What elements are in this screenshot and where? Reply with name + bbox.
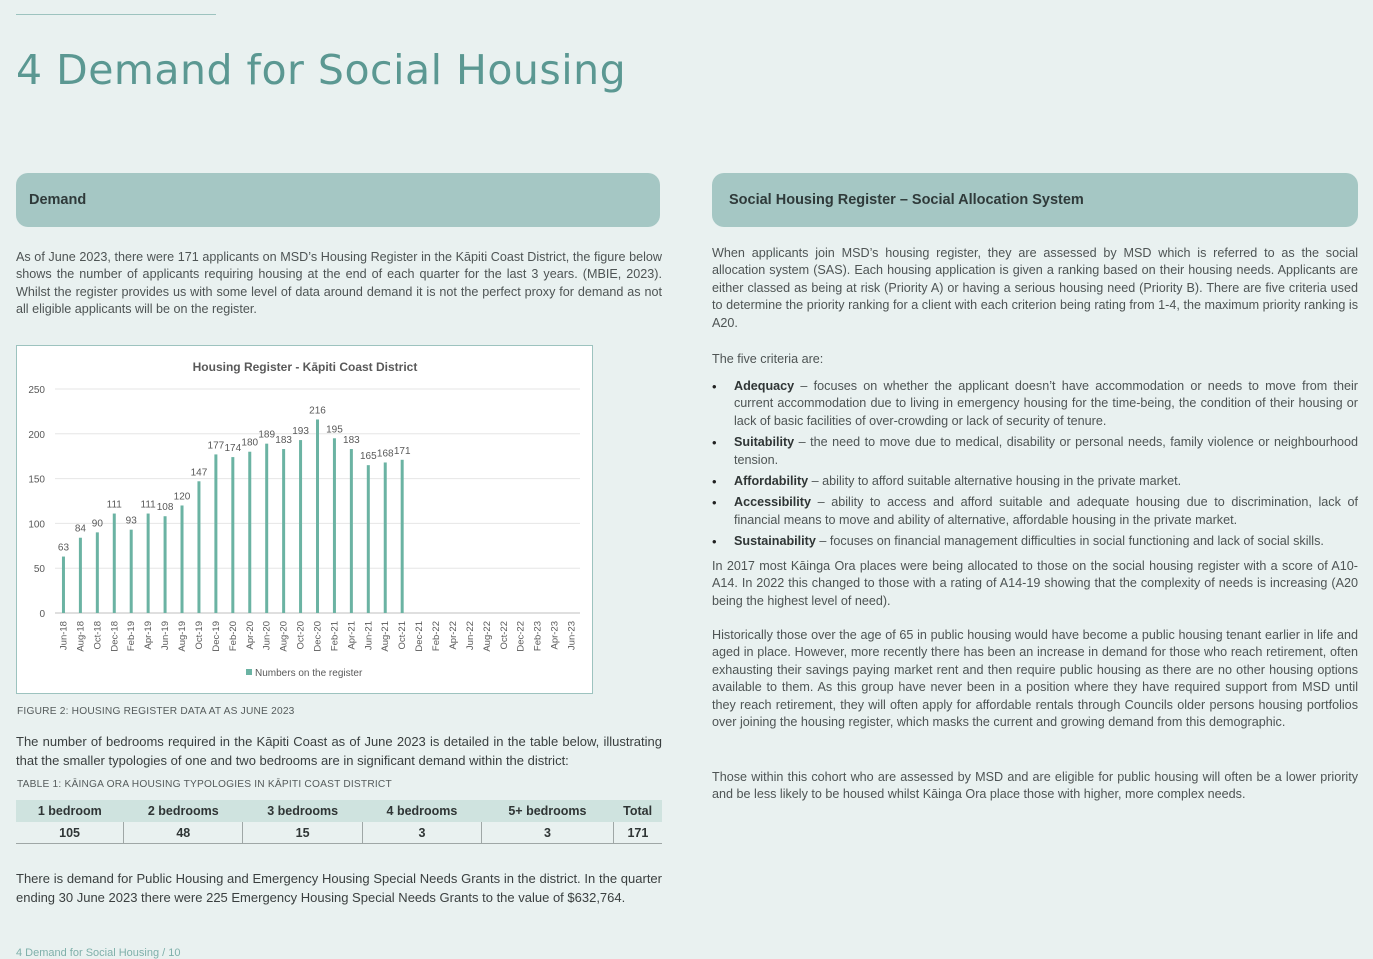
bedrooms-text: The number of bedrooms required in the Kāpiti Coast as of June 2023 is detailed in the table below, illustrating that the smaller typologies of one and two bedrooms are in significant demand within the district: bbox=[16, 734, 662, 768]
bar-value-label: 216 bbox=[309, 405, 326, 417]
criterion-text: – focuses on financial management difficulties in social functioning and lack of social skills. bbox=[815, 534, 1324, 549]
bar-value-label: 168 bbox=[376, 448, 394, 460]
chart-bar bbox=[367, 465, 370, 613]
x-tick-label: Aug-22 bbox=[481, 621, 493, 652]
chart-bar bbox=[130, 530, 133, 613]
retirement-text: Historically those over the age of 65 in public housing would have become a public housing tenant earlier in life and aged in place. However, more recently there has been an increase in demand for those who reach retirement, often exhausting their savings paying market rent and then require public housing as there are no other housing options available to them. As this group have never been in a position where they have required support from MSD until they reach retirement, they will often apply for affordable rentals through Councils older persons housing portfolios over joining the housing register, which masks the current and growing demand from this demographic. bbox=[712, 628, 1358, 730]
x-tick-label: Oct-20 bbox=[295, 621, 307, 650]
bar-value-label: 183 bbox=[275, 435, 292, 447]
allocation-history-text: In 2017 most Kāinga Ora places were being allocated to those on the social housing register with a score of A10-A14. In 2022 this changed to those with a rating of A14-19 showing that the complexity of needs is increasing (A20 being the highest level of need). bbox=[712, 559, 1358, 608]
criteria-intro: The five criteria are: bbox=[712, 352, 824, 366]
table-cell: 48 bbox=[124, 822, 243, 844]
demand-intro: As of June 2023, there were 171 applicants on MSD’s Housing Register in the Kāpiti Coast District, the figure below shows the number of applicants requiring housing at the end of each quarter for the last 3 years. (MBIE, 2023). Whilst the register provides us with some level of data around demand it is not the perfect proxy for demand as not all eligible applicants will be on the register. bbox=[16, 250, 662, 317]
x-tick-label: Feb-20 bbox=[227, 621, 239, 652]
grants-text: There is demand for Public Housing and Emergency Housing Special Needs Grants in the district. In the quarter ending 30 June 2023 there were 225 Emergency Housing Special Needs Grants to the value of $632,764. bbox=[16, 871, 662, 905]
table-header-cell: 5+ bedrooms bbox=[482, 800, 614, 822]
list-item bbox=[712, 434, 1358, 469]
figure-caption: FIGURE 2: HOUSING REGISTER DATA AT AS JUNE 2023 bbox=[17, 706, 295, 717]
table-cell: 3 bbox=[482, 822, 614, 844]
bar-value-label: 93 bbox=[125, 515, 137, 527]
chart-bar bbox=[316, 419, 319, 613]
chart-bar bbox=[333, 438, 336, 613]
bar-value-label: 171 bbox=[393, 445, 411, 457]
table-cell: 105 bbox=[16, 822, 124, 844]
y-tick-label: 250 bbox=[28, 385, 45, 396]
list-item bbox=[712, 494, 1358, 529]
bullet-icon: • bbox=[712, 534, 717, 550]
table-caption: TABLE 1: KĀINGA ORA HOUSING TYPOLOGIES IN KĀPITI COAST DISTRICT bbox=[17, 779, 392, 790]
criterion-term: Affordability bbox=[734, 474, 809, 489]
demand-banner bbox=[16, 173, 660, 227]
criterion-term: Accessibility bbox=[734, 495, 812, 510]
criterion-term: Suitability bbox=[734, 435, 795, 450]
legend-label: Numbers on the register bbox=[255, 668, 363, 679]
list-item bbox=[712, 533, 1358, 550]
criteria-list bbox=[712, 378, 1358, 555]
bar-value-label: 111 bbox=[140, 499, 156, 511]
bar-value-label: 120 bbox=[173, 491, 191, 503]
bar-value-label: 174 bbox=[224, 443, 242, 455]
criterion-text: – ability to access and afford suitable and adequate housing due to discrimination, lack of financial means to move and ability of alternative, affordable housing in the private market. bbox=[734, 495, 1358, 527]
table-header-cell: 3 bedrooms bbox=[243, 800, 362, 822]
chart-bar bbox=[282, 449, 285, 613]
y-tick-label: 50 bbox=[33, 564, 45, 576]
x-tick-label: Apr-23 bbox=[549, 621, 561, 650]
criterion-term: Sustainability bbox=[734, 534, 816, 549]
x-tick-label: Feb-21 bbox=[329, 621, 341, 652]
bar-value-label: 63 bbox=[57, 542, 70, 554]
x-tick-label: Jun-18 bbox=[58, 621, 70, 651]
table-header-cell: 1 bedroom bbox=[16, 800, 124, 822]
x-tick-label: Aug-21 bbox=[380, 621, 392, 652]
x-tick-label: Jun-19 bbox=[160, 621, 172, 651]
chart-title: Housing Register - Kāpiti Coast District bbox=[192, 360, 418, 374]
x-tick-label: Jun-22 bbox=[464, 621, 476, 651]
bar-value-label: 189 bbox=[258, 429, 276, 441]
criterion-text: – ability to afford suitable alternative housing in the private market. bbox=[808, 474, 1182, 489]
x-tick-label: Aug-18 bbox=[75, 621, 87, 652]
x-tick-label: Apr-20 bbox=[244, 621, 256, 650]
legend-swatch bbox=[246, 669, 252, 675]
x-tick-label: Feb-22 bbox=[431, 621, 443, 652]
bar-value-label: 108 bbox=[156, 502, 174, 514]
table-header-cell: Total bbox=[613, 800, 662, 822]
typologies-table bbox=[16, 800, 662, 844]
list-item bbox=[712, 378, 1358, 430]
table-header-cell: 2 bedrooms bbox=[124, 800, 243, 822]
x-tick-label: Jun-21 bbox=[363, 621, 375, 651]
bar-value-label: 84 bbox=[74, 523, 86, 535]
chart-bar bbox=[401, 460, 404, 613]
sas-intro: When applicants join MSD’s housing register, they are assessed by MSD which is referred to as the social allocation system (SAS). Each housing application is given a ranking based on their housing needs. Applicants are either classed as being at risk (Priority A) or having a serious housing need (Priority B). There are five criteria used to determine the priority ranking for a client with each criterion being rating from 1-4, the maximum priority ranking is A20. bbox=[712, 246, 1358, 330]
bar-value-label: 90 bbox=[91, 518, 103, 530]
x-tick-label: Aug-19 bbox=[177, 621, 189, 652]
x-tick-label: Apr-19 bbox=[143, 621, 155, 650]
bar-value-label: 180 bbox=[241, 437, 259, 449]
x-tick-label: Oct-21 bbox=[397, 621, 409, 650]
chart-bar bbox=[350, 449, 353, 613]
bar-value-label: 195 bbox=[326, 424, 343, 436]
sas-heading: Social Housing Register – Social Allocation System bbox=[729, 192, 1084, 208]
bullet-icon: • bbox=[712, 495, 717, 511]
chart-svg bbox=[17, 346, 591, 692]
x-tick-label: Feb-23 bbox=[532, 621, 544, 652]
chart-bar bbox=[62, 557, 65, 613]
x-tick-label: Apr-21 bbox=[346, 621, 358, 650]
table-cell: 15 bbox=[243, 822, 362, 844]
chart-bar bbox=[214, 454, 217, 613]
chart-bar bbox=[231, 457, 234, 613]
list-item bbox=[712, 473, 1358, 490]
criterion-text: – focuses on whether the applicant doesn’t have accommodation or needs to move from their current accommodation due to living in emergency housing for the time-being, the condition of their housing or lack of basic facilities of over-crowding or lack of security of tenure. bbox=[734, 379, 1358, 428]
chart-bar bbox=[265, 444, 268, 613]
x-tick-label: Dec-20 bbox=[312, 621, 324, 652]
table-cell: 3 bbox=[362, 822, 481, 844]
x-tick-label: Oct-19 bbox=[193, 621, 205, 650]
table-row bbox=[16, 822, 662, 844]
chart-bar bbox=[197, 481, 200, 613]
chart-bar bbox=[113, 514, 116, 613]
bar-value-label: 165 bbox=[359, 451, 377, 463]
y-tick-label: 200 bbox=[28, 429, 45, 441]
chart-bar bbox=[96, 532, 99, 613]
bullet-icon: • bbox=[712, 435, 717, 451]
x-tick-label: Jun-20 bbox=[261, 621, 273, 651]
chart-bar bbox=[384, 462, 387, 613]
x-tick-label: Dec-21 bbox=[414, 621, 426, 652]
x-tick-label: Dec-19 bbox=[210, 621, 222, 652]
page-footer: 4 Demand for Social Housing / 10 bbox=[16, 947, 181, 959]
bar-value-label: 183 bbox=[343, 435, 360, 447]
table-header-row bbox=[16, 800, 662, 822]
bar-value-label: 193 bbox=[292, 426, 309, 438]
y-tick-label: 100 bbox=[28, 519, 45, 531]
x-tick-label: Aug-20 bbox=[278, 621, 290, 652]
criterion-text: – the need to move due to medical, disability or personal needs, family violence or neighbourhood tension. bbox=[734, 435, 1358, 467]
criterion-term: Adequacy bbox=[734, 379, 795, 393]
chart-bar bbox=[248, 452, 251, 613]
chart-bar bbox=[181, 505, 184, 613]
chart-bar bbox=[79, 538, 82, 613]
sas-banner bbox=[712, 173, 1358, 227]
x-tick-label: Oct-22 bbox=[498, 621, 510, 650]
bullet-icon: • bbox=[712, 474, 717, 490]
x-tick-label: Oct-18 bbox=[92, 621, 104, 650]
y-tick-label: 0 bbox=[39, 609, 45, 620]
cohort-text: Those within this cohort who are assessed by MSD and are eligible for public housing will often be a lower priority and be less likely to be housed whilst Kāinga Ora place those with higher, more complex needs. bbox=[712, 770, 1358, 802]
chart-bar bbox=[299, 440, 302, 613]
x-tick-label: Dec-22 bbox=[515, 621, 527, 652]
table-header-cell: 4 bedrooms bbox=[362, 800, 481, 822]
table-cell: 171 bbox=[613, 822, 662, 844]
chart-bar bbox=[147, 514, 150, 613]
top-rule bbox=[16, 14, 216, 15]
x-tick-label: Apr-22 bbox=[447, 621, 459, 650]
y-tick-label: 150 bbox=[28, 474, 45, 486]
demand-heading: Demand bbox=[29, 192, 87, 208]
housing-register-chart bbox=[16, 345, 593, 694]
x-tick-label: Dec-18 bbox=[109, 621, 121, 652]
bar-value-label: 111 bbox=[106, 499, 122, 511]
bullet-icon: • bbox=[712, 379, 717, 394]
x-tick-label: Feb-19 bbox=[126, 621, 138, 652]
x-tick-label: Jun-23 bbox=[566, 621, 578, 651]
page-title: 4 Demand for Social Housing bbox=[16, 46, 627, 94]
bar-value-label: 177 bbox=[207, 440, 225, 452]
chart-bar bbox=[164, 516, 167, 613]
bar-value-label: 147 bbox=[190, 467, 208, 479]
